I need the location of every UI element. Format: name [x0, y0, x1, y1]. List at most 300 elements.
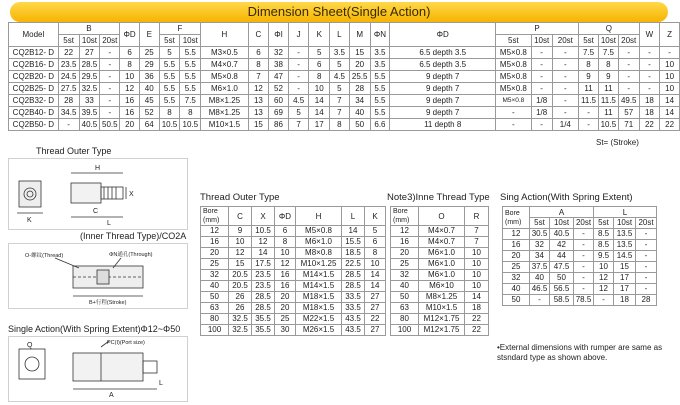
- table-cell: 30.5: [530, 229, 550, 240]
- table-cell: 11 depth 8: [390, 119, 496, 131]
- table-cell: 78.5: [574, 295, 594, 306]
- table-cell: -: [58, 119, 79, 131]
- page-title: Dimension Sheet(Single Action): [10, 2, 668, 22]
- table-cell: 5.5: [180, 71, 201, 83]
- table-cell: 14: [342, 226, 365, 237]
- table-cell: 32: [503, 273, 530, 284]
- table-cell: -: [100, 59, 120, 71]
- table-cell: -: [100, 71, 120, 83]
- table-cell: 5: [309, 47, 330, 59]
- table-cell: 4.5: [288, 95, 309, 107]
- table-cell: 1/4: [552, 119, 579, 131]
- table-cell: 40: [391, 281, 419, 292]
- table-cell: 6: [275, 226, 296, 237]
- table-cell: 23.5: [252, 270, 275, 281]
- table-cell: -: [574, 251, 594, 262]
- table-cell: 7: [465, 226, 489, 237]
- table-cell: 26: [229, 303, 252, 314]
- table-cell: 6.5 depth 3.5: [390, 59, 496, 71]
- table-cell: 10: [465, 248, 489, 259]
- inner-thread-diagram: [8, 243, 188, 309]
- table-cell: 8: [180, 107, 201, 119]
- table-cell: 14: [365, 270, 386, 281]
- svg-text:K: K: [27, 217, 32, 224]
- table-cell: 22: [465, 325, 489, 336]
- table-cell: M18×1.5: [296, 303, 342, 314]
- table-cell: 18: [614, 295, 636, 306]
- table-cell: -: [639, 59, 660, 71]
- table-cell: 60: [269, 95, 289, 107]
- table-cell: -: [660, 47, 680, 59]
- table-cell: 16: [201, 237, 229, 248]
- table-cell: -: [574, 229, 594, 240]
- table-cell: 10: [660, 71, 680, 83]
- table-cell: -: [636, 273, 657, 284]
- table-cell: 11: [598, 107, 618, 119]
- table-cell: 7: [330, 107, 350, 119]
- column-subheader: 5st: [530, 218, 550, 229]
- table-cell: 20: [349, 59, 370, 71]
- table-cell: CQ2B40- D: [9, 107, 59, 119]
- table-row: [503, 251, 657, 262]
- table-cell: 100: [391, 325, 419, 336]
- table-cell: 20.5: [229, 281, 252, 292]
- table-cell: 34: [349, 95, 370, 107]
- table-cell: 36: [139, 71, 159, 83]
- table-cell: 29: [139, 59, 159, 71]
- table-cell: 16: [120, 95, 140, 107]
- table-cell: 63: [391, 303, 419, 314]
- table-cell: 15.5: [342, 237, 365, 248]
- table-row: [201, 303, 386, 314]
- table-cell: 3.5: [370, 47, 390, 59]
- thread-label: O-螺纹(Thread): [25, 253, 64, 259]
- table-cell: 9 depth 7: [390, 71, 496, 83]
- table-row: [9, 47, 680, 59]
- svg-text:X: X: [129, 191, 134, 198]
- table-cell: 80: [391, 314, 419, 325]
- table-cell: -: [639, 71, 660, 83]
- table-row: [9, 71, 680, 83]
- table-cell: -: [531, 119, 552, 131]
- column-header: K: [365, 207, 386, 226]
- table-cell: 20: [201, 248, 229, 259]
- column-subheader: 5st: [496, 35, 532, 47]
- table-cell: 33.5: [342, 292, 365, 303]
- table-cell: 22: [465, 314, 489, 325]
- column-subheader: 5st: [579, 35, 599, 47]
- table-cell: -: [574, 284, 594, 295]
- table-cell: M10×1.5: [201, 119, 248, 131]
- column-header: Bore (mm): [201, 207, 229, 226]
- table-cell: 45: [139, 95, 159, 107]
- table-row: [9, 83, 680, 95]
- table-cell: 7: [330, 95, 350, 107]
- table-cell: 28.5: [342, 281, 365, 292]
- table-cell: 28: [58, 95, 79, 107]
- table-cell: 16: [120, 107, 140, 119]
- table-cell: 10: [309, 83, 330, 95]
- table-cell: 15: [614, 262, 636, 273]
- table-cell: 5.5: [180, 59, 201, 71]
- table-cell: 50: [391, 292, 419, 303]
- table-cell: 38: [269, 59, 289, 71]
- table-cell: 50: [349, 119, 370, 131]
- table-cell: 5.5: [159, 95, 180, 107]
- table-cell: -: [531, 71, 552, 83]
- table-cell: 20: [503, 251, 530, 262]
- table-cell: M8×1.25: [201, 95, 248, 107]
- table-row: [391, 270, 489, 281]
- table-cell: 10: [465, 281, 489, 292]
- single-action-diagram: [8, 336, 188, 402]
- table-cell: 6.5 depth 3.5: [390, 47, 496, 59]
- table-cell: CQ2B32- D: [9, 95, 59, 107]
- table-cell: -: [574, 240, 594, 251]
- table-cell: 25: [275, 314, 296, 325]
- table-cell: 25: [391, 259, 419, 270]
- table-cell: 6: [365, 237, 386, 248]
- table-cell: 13.5: [614, 229, 636, 240]
- table-cell: 30: [275, 325, 296, 336]
- table-cell: 32: [201, 270, 229, 281]
- table-cell: 5.5: [180, 47, 201, 59]
- table-cell: 20: [120, 119, 140, 131]
- table-cell: 39.5: [79, 107, 100, 119]
- table-cell: 12: [594, 273, 614, 284]
- table-cell: 9: [229, 226, 252, 237]
- column-subheader: 10st: [598, 35, 618, 47]
- table-cell: 17.5: [252, 259, 275, 270]
- single-action-drawing: [9, 337, 187, 401]
- table-cell: -: [639, 47, 660, 59]
- table-cell: 40: [349, 107, 370, 119]
- table-cell: -: [636, 262, 657, 273]
- table-cell: 7.5: [579, 47, 599, 59]
- table-cell: 10: [365, 259, 386, 270]
- table-cell: 15: [248, 119, 269, 131]
- table-cell: 12: [120, 83, 140, 95]
- table-cell: 8: [275, 237, 296, 248]
- table-cell: 7.5: [598, 47, 618, 59]
- table-cell: 34.5: [58, 107, 79, 119]
- table-cell: 14: [309, 107, 330, 119]
- table-row: [201, 270, 386, 281]
- table-cell: -: [636, 251, 657, 262]
- table-cell: 86: [269, 119, 289, 131]
- table-cell: 5: [365, 226, 386, 237]
- column-header: H: [201, 23, 248, 47]
- table-cell: 12: [275, 259, 296, 270]
- table-cell: 32: [530, 240, 550, 251]
- table-cell: -: [552, 83, 579, 95]
- column-subheader: 10st: [550, 218, 574, 229]
- table-cell: 35.5: [252, 325, 275, 336]
- table-cell: 12: [201, 226, 229, 237]
- table-cell: 52: [139, 107, 159, 119]
- table-cell: 9 depth 7: [390, 107, 496, 119]
- table-cell: 7.5: [180, 95, 201, 107]
- table-cell: 22: [58, 47, 79, 59]
- table-cell: 28: [636, 295, 657, 306]
- column-subheader: 20st: [100, 35, 120, 47]
- table-cell: -: [636, 240, 657, 251]
- table-cell: 17: [309, 119, 330, 131]
- svg-text:L: L: [159, 380, 163, 387]
- table-cell: M5×0.8: [201, 71, 248, 83]
- table-row: [391, 281, 489, 292]
- table-cell: 50: [201, 292, 229, 303]
- table-row: [391, 237, 489, 248]
- table-cell: 17: [614, 284, 636, 295]
- through-label: ΦN通孔(Through): [109, 252, 153, 258]
- table-cell: 8: [365, 248, 386, 259]
- table-cell: CQ2B25- D: [9, 83, 59, 95]
- table-row: [391, 259, 489, 270]
- footnote: •External dimensions with rumper are same as stsndard type as shown above.: [497, 343, 663, 362]
- column-header: C: [248, 23, 269, 47]
- table-cell: -: [496, 107, 532, 119]
- table-cell: 14: [660, 95, 680, 107]
- table-cell: 50: [550, 273, 574, 284]
- table-cell: 10: [229, 237, 252, 248]
- table-cell: 28.5: [252, 292, 275, 303]
- table-cell: M12×1.75: [419, 314, 465, 325]
- inner-thread-title: Note3)Inne Thread Type: [387, 192, 490, 203]
- table-cell: 9.5: [594, 251, 614, 262]
- table-cell: 24.5: [58, 71, 79, 83]
- table-cell: 8.5: [594, 240, 614, 251]
- table-cell: M10×1.5: [419, 303, 465, 314]
- table-row: [391, 226, 489, 237]
- table-row: [9, 59, 680, 71]
- table-cell: 10.5: [252, 226, 275, 237]
- svg-text:L: L: [107, 220, 111, 227]
- table-cell: -: [288, 83, 309, 95]
- table-cell: -: [594, 295, 614, 306]
- table-cell: 20: [391, 248, 419, 259]
- svg-text:A: A: [109, 392, 114, 399]
- table-cell: 18: [639, 107, 660, 119]
- table-cell: 32.5: [229, 314, 252, 325]
- table-cell: 20.5: [229, 270, 252, 281]
- table-cell: M5×0.8: [496, 71, 532, 83]
- table-cell: M5×0.8: [496, 83, 532, 95]
- table-cell: 5.5: [180, 83, 201, 95]
- table-row: [201, 248, 386, 259]
- thread-outer-table: [200, 206, 386, 336]
- table-cell: 3.5: [370, 59, 390, 71]
- table-cell: M18×1.5: [296, 292, 342, 303]
- table-cell: 5.5: [370, 71, 390, 83]
- table-row: [503, 273, 657, 284]
- table-cell: 58.5: [550, 295, 574, 306]
- column-header: K: [309, 23, 330, 47]
- table-cell: M14×1.5: [296, 270, 342, 281]
- table-cell: 32.5: [229, 325, 252, 336]
- table-row: [201, 237, 386, 248]
- table-cell: 5.5: [159, 71, 180, 83]
- table-cell: 4.5: [330, 71, 350, 83]
- table-cell: 8: [309, 71, 330, 83]
- table-cell: 10: [275, 248, 296, 259]
- column-header: L: [330, 23, 350, 47]
- table-cell: -: [618, 83, 639, 95]
- table-cell: 40: [139, 83, 159, 95]
- table-cell: 11: [579, 83, 599, 95]
- table-cell: 37.5: [530, 262, 550, 273]
- table-cell: 50: [503, 295, 530, 306]
- table-cell: 10: [465, 270, 489, 281]
- column-header: ΦN: [370, 23, 390, 47]
- table-row: [201, 292, 386, 303]
- table-cell: 5: [330, 83, 350, 95]
- column-header: Q: [579, 23, 640, 35]
- table-cell: 5.5: [370, 107, 390, 119]
- table-row: [201, 259, 386, 270]
- table-cell: 5.5: [159, 59, 180, 71]
- table-cell: 8: [120, 59, 140, 71]
- column-subheader: 20st: [636, 218, 657, 229]
- table-cell: 5: [330, 59, 350, 71]
- table-cell: -: [100, 47, 120, 59]
- table-cell: 1/8: [531, 95, 552, 107]
- column-subheader: 10st: [614, 218, 636, 229]
- table-row: [503, 240, 657, 251]
- table-cell: 10: [660, 83, 680, 95]
- header-row: [503, 207, 657, 218]
- table-cell: 56.5: [550, 284, 574, 295]
- column-header: E: [139, 23, 159, 47]
- port-label: PC(I)(Port size): [107, 340, 145, 346]
- table-cell: -: [531, 47, 552, 59]
- table-cell: 6: [309, 59, 330, 71]
- table-cell: M4×0.7: [419, 237, 465, 248]
- table-cell: 42: [550, 240, 574, 251]
- table-cell: 47: [269, 71, 289, 83]
- table-cell: M22×1.5: [296, 314, 342, 325]
- table-cell: 46.5: [530, 284, 550, 295]
- column-subheader: 10st: [79, 35, 100, 47]
- table-cell: 20: [275, 292, 296, 303]
- table-cell: 10.5: [180, 119, 201, 131]
- table-cell: 26: [229, 292, 252, 303]
- svg-text:H: H: [95, 165, 101, 172]
- table-cell: 18: [639, 95, 660, 107]
- diagram-title-inner-thread: (Inner Thread Type)/CO2A: [80, 231, 187, 241]
- table-cell: 17: [614, 273, 636, 284]
- table-cell: 80: [201, 314, 229, 325]
- table-cell: 5.5: [370, 95, 390, 107]
- table-cell: 9: [598, 71, 618, 83]
- table-cell: 35.5: [252, 314, 275, 325]
- table-row: [9, 119, 680, 131]
- table-cell: 25: [201, 259, 229, 270]
- table-cell: CQ2B16- D: [9, 59, 59, 71]
- table-cell: M10×1.25: [296, 259, 342, 270]
- svg-text:Q: Q: [27, 342, 33, 349]
- table-cell: 14: [309, 95, 330, 107]
- table-cell: 11.5: [579, 95, 599, 107]
- column-header: H: [296, 207, 342, 226]
- table-cell: 14: [365, 281, 386, 292]
- table-cell: 8: [248, 59, 269, 71]
- table-cell: 9: [579, 71, 599, 83]
- table-cell: 10: [465, 259, 489, 270]
- table-cell: 33: [79, 95, 100, 107]
- table-cell: 32: [269, 47, 289, 59]
- thread-outer-drawing: [9, 159, 187, 229]
- column-header: M: [349, 23, 370, 47]
- table-cell: 10: [120, 71, 140, 83]
- table-cell: 27: [79, 47, 100, 59]
- table-cell: -: [552, 95, 579, 107]
- table-row: [503, 229, 657, 240]
- table-cell: M5×0.8: [496, 59, 532, 71]
- table-cell: -: [639, 83, 660, 95]
- table-cell: 16: [503, 240, 530, 251]
- table-cell: -: [618, 47, 639, 59]
- table-cell: M8×0.8: [296, 248, 342, 259]
- table-cell: 15: [349, 47, 370, 59]
- table-cell: 23.5: [58, 59, 79, 71]
- table-cell: 8.5: [594, 229, 614, 240]
- column-header: A: [530, 207, 594, 218]
- column-subheader: 5st: [159, 35, 180, 47]
- column-header: F: [159, 23, 201, 35]
- column-header: P: [496, 23, 579, 35]
- table-cell: 29.5: [79, 71, 100, 83]
- table-cell: 8: [159, 107, 180, 119]
- table-cell: 52: [269, 83, 289, 95]
- table-cell: M5×0.8: [296, 226, 342, 237]
- table-cell: -: [496, 119, 532, 131]
- table-cell: -: [579, 119, 599, 131]
- table-cell: 7: [248, 71, 269, 83]
- table-cell: 33.5: [342, 303, 365, 314]
- table-cell: 6: [248, 47, 269, 59]
- table-cell: 8: [579, 59, 599, 71]
- table-cell: 12: [252, 237, 275, 248]
- column-header: Bore (mm): [391, 207, 419, 226]
- table-cell: 6: [120, 47, 140, 59]
- table-cell: 40.5: [550, 229, 574, 240]
- column-header: R: [465, 207, 489, 226]
- table-cell: -: [100, 107, 120, 119]
- table-cell: -: [530, 295, 550, 306]
- table-row: [391, 248, 489, 259]
- column-header: Model: [9, 23, 59, 47]
- column-subheader: 20st: [574, 218, 594, 229]
- table-row: [9, 107, 680, 119]
- table-cell: -: [574, 262, 594, 273]
- table-cell: M14×1.5: [296, 281, 342, 292]
- table-cell: 9 depth 7: [390, 83, 496, 95]
- table-row: [391, 314, 489, 325]
- table-cell: M26×1.5: [296, 325, 342, 336]
- table-cell: 20: [275, 303, 296, 314]
- table-cell: 63: [201, 303, 229, 314]
- table-cell: -: [288, 71, 309, 83]
- table-cell: CQ2B20- D: [9, 71, 59, 83]
- column-subheader: 5st: [58, 35, 79, 47]
- table-row: [503, 284, 657, 295]
- table-cell: 10: [594, 262, 614, 273]
- table-cell: 6.6: [370, 119, 390, 131]
- table-cell: 44: [550, 251, 574, 262]
- table-cell: 47.5: [550, 262, 574, 273]
- table-cell: -: [618, 59, 639, 71]
